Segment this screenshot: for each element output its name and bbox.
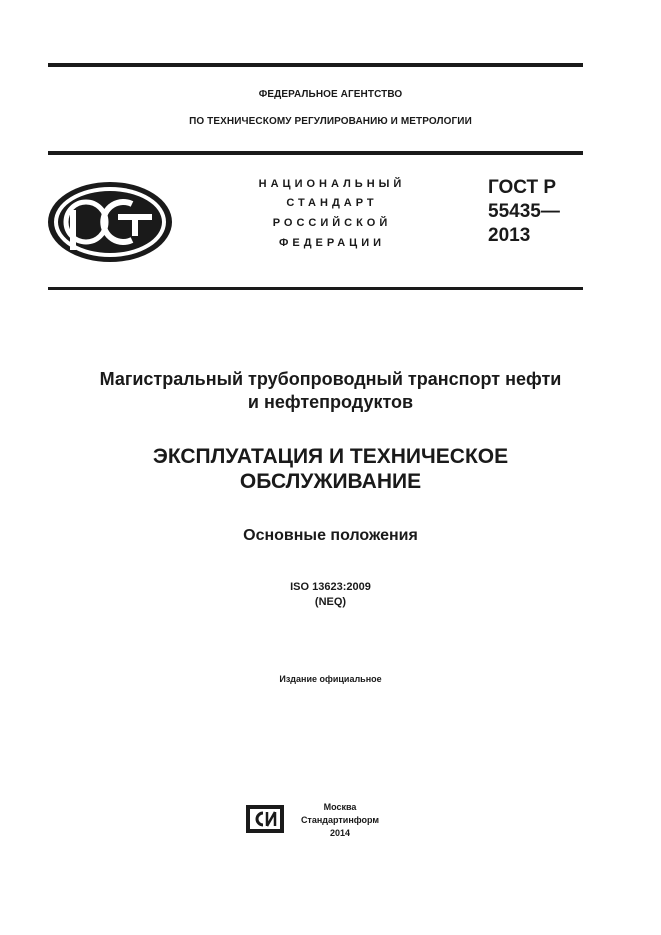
section-title: Основные положения bbox=[243, 527, 418, 544]
national-line-2: СТАНДАРТ bbox=[286, 197, 378, 209]
gost-designation bbox=[488, 176, 560, 247]
edition-label: Издание официальное bbox=[279, 674, 382, 684]
top-rule bbox=[48, 63, 583, 67]
national-line-1: НАЦИОНАЛЬНЫЙ bbox=[258, 178, 406, 190]
gost-line-2: 55435— bbox=[488, 200, 560, 222]
national-line-4: ФЕДЕРАЦИИ bbox=[278, 237, 386, 249]
subtitle-line-2: ОБСЛУЖИВАНИЕ bbox=[239, 470, 422, 493]
iso-reference bbox=[0, 580, 661, 610]
header-upper-rule bbox=[48, 151, 583, 155]
publisher-info bbox=[290, 801, 390, 840]
header-lower-rule bbox=[48, 287, 583, 290]
iso-ref: ISO 13623:2009 bbox=[290, 581, 371, 593]
title-line-2: и нефтепродуктов bbox=[247, 392, 414, 412]
gost-line-3: 2013 bbox=[488, 224, 531, 246]
document-subtitle bbox=[0, 444, 661, 494]
gost-line-1: ГОСТ Р bbox=[488, 177, 557, 198]
standartinform-logo-icon bbox=[245, 804, 285, 834]
agency-line-2: ПО ТЕХНИЧЕСКОМУ РЕГУЛИРОВАНИЮ И МЕТРОЛОГИИ bbox=[189, 116, 472, 127]
subtitle-line-1: ЭКСПЛУАТАЦИЯ И ТЕХНИЧЕСКОЕ bbox=[152, 445, 509, 468]
rst-logo-icon bbox=[46, 180, 174, 264]
national-line-3: РОССИЙСКОЙ bbox=[272, 217, 392, 229]
agency-line-1: ФЕДЕРАЛЬНОЕ АГЕНТСТВО bbox=[258, 89, 403, 100]
document-title bbox=[0, 368, 661, 414]
title-line-1: Магистральный трубопроводный транспорт нефти bbox=[99, 369, 562, 389]
publisher-city: Москва bbox=[323, 802, 357, 812]
publisher-name: Стандартинформ bbox=[300, 815, 380, 825]
publisher-year: 2014 bbox=[329, 828, 351, 838]
iso-equiv: (NEQ) bbox=[314, 596, 347, 608]
